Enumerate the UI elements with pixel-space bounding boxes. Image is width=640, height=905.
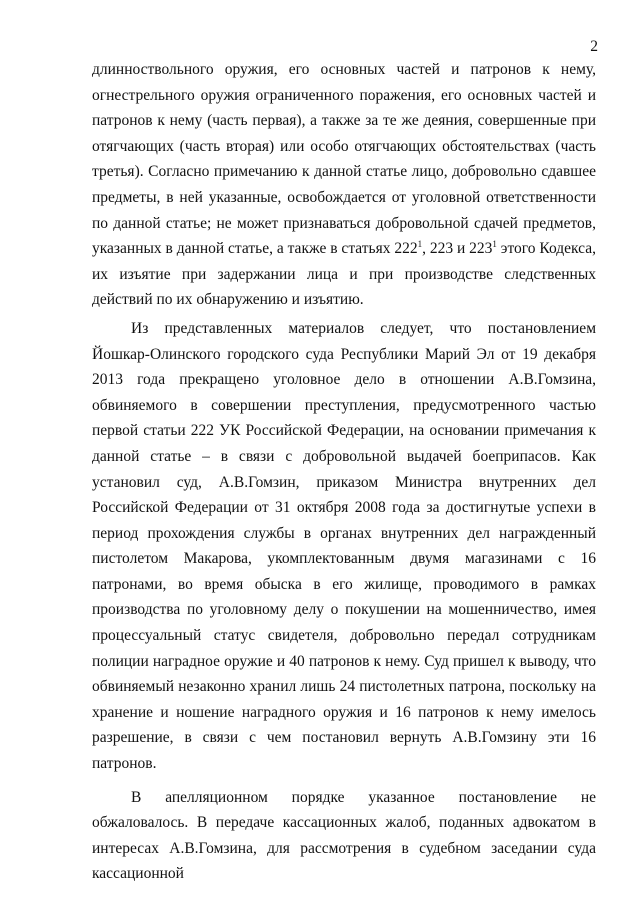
paragraph-text: , 223 и 223 — [422, 240, 493, 258]
superscript-article-number: 1 — [492, 239, 497, 250]
page-number: 2 — [590, 38, 598, 55]
paragraph-text: длинноствольного оружия, его основных частей и патронов к нему, огнестрельного оружия ограниченного поражения, его основных частей и патронов к нему (часть первая), а также за те же деяния, совершенные при отягчающих (часть вторая) или особо отягчающих обстоятельствах (часть третья). Согласно примечанию к данной статье лицо, добровольно сдавшее предметы, в ней указанные, освобождается от уголовной ответственности по данной статье; не может признаваться добровольной сдачей предметов, указанных в данной статье, а также в статьях 222 — [92, 61, 596, 258]
paragraph-case-materials: Из представленных материалов следует, что постановлением Йошкар-Олинского городского суда Республики Марий Эл от 19 декабря 2013 года прекращено уголовное дело в отношении А.В.Гомзина, обвиняемого в совершении преступления, предусмотренного частью первой статьи 222 УК Российской Федерации, на основании примечания к данной статье – в связи с добровольной выдачей боеприпасов. Как установил суд, А.В.Гомзин, приказом Министра внутренних дел Российской Федерации от 31 октября 2008 года за достигнутые успехи в период прохождения службы в органах внутренних дел награжденный пистолетом Макарова, укомплектованным двумя магазинами с 16 патронами, во время обыска в его жилище, проводимого в рамках производства по уголовному делу о покушении на мошенничество, имея процессуальный статус свидетеля, добровольно передал сотрудникам полиции наградное оружие и 40 патронов к нему. Суд пришел к выводу, что обвиняемый незаконно хранил лишь 24 пистолетных патрона, поскольку на хранение и ношение наградного оружия и 16 патронов к нему имелось разрешение, в связи с чем постановил вернуть А.В.Гомзину эти 16 патронов. — [92, 319, 596, 773]
paragraph-appeal: В апелляционном порядке указанное постановление не обжаловалось. В передаче кассационных жалоб, поданных адвокатом в интересах А.В.Гомзина, для рассмотрения в судебном заседании суда кассационной — [92, 788, 596, 883]
paragraph-text: этого Кодекса, их изъятие при задержании лица и при производстве следственных действий по их обнаружению и изъятию. — [92, 240, 596, 309]
superscript-article-number: 1 — [417, 239, 423, 250]
paragraph-statute-description — [92, 57, 596, 313]
document-body — [92, 57, 596, 887]
